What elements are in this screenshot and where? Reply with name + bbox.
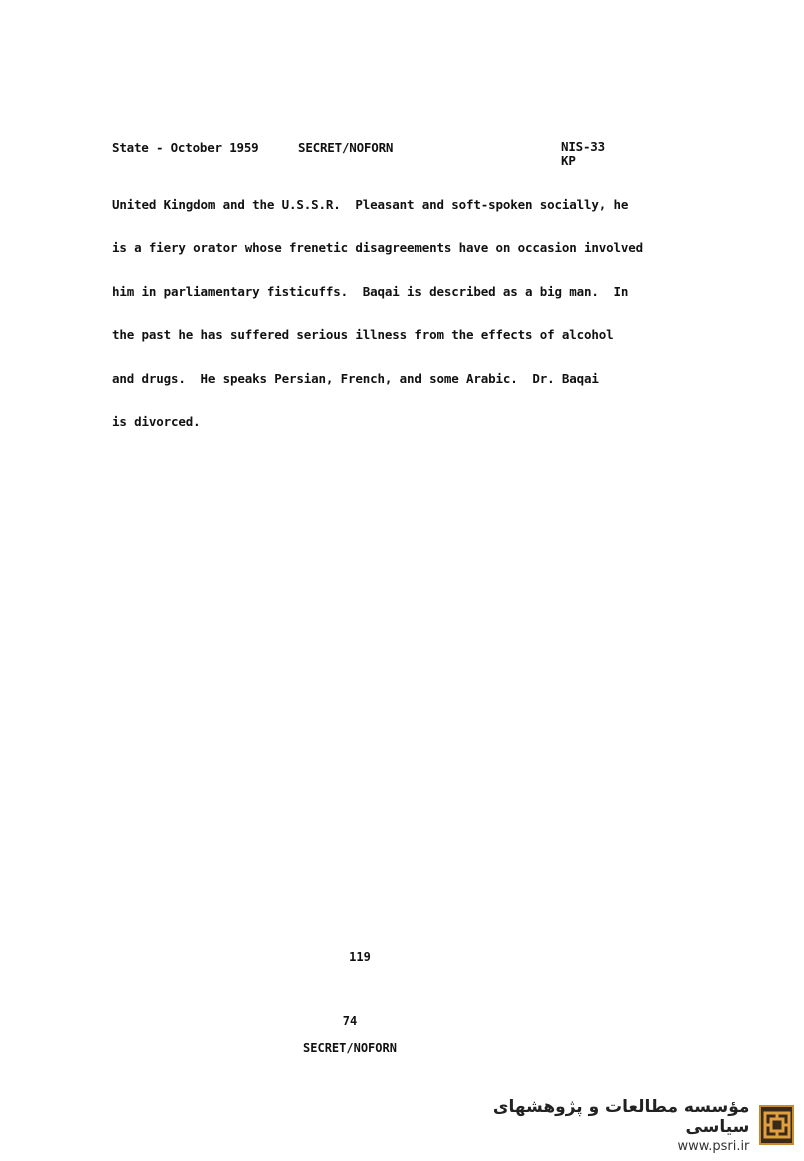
- series-sub: KP: [561, 153, 576, 168]
- body-line: and drugs. He speaks Persian, French, and some Arabic. Dr. Baqai: [112, 371, 599, 386]
- header-classification: SECRET/NOFORN: [298, 140, 394, 155]
- body-line: is a fiery orator whose frenetic disagreements have on occasion involved: [112, 240, 644, 255]
- watermark-logo: [472, 1096, 794, 1154]
- watermark-org-name: مؤسسه مطالعات و پژوهشهای سیاسی: [492, 1096, 750, 1137]
- header-date: State - October 1959: [112, 140, 259, 155]
- footer-classification: SECRET/NOFORN: [303, 1041, 397, 1055]
- watermark-text: [472, 1097, 749, 1154]
- body-line: the past he has suffered serious illness from the effects of alcohol: [112, 327, 614, 342]
- psri-logo-icon: [759, 1105, 794, 1145]
- body-line: United Kingdom and the U.S.S.R. Pleasant and soft-spoken socially, he: [112, 197, 629, 212]
- body-line: him in parliamentary fisticuffs. Baqai is described as a big man. In: [112, 284, 629, 299]
- header-series: [561, 140, 605, 168]
- series-code: NIS-33: [561, 139, 605, 154]
- body-line: is divorced.: [112, 414, 201, 429]
- document-number: 74: [342, 1014, 358, 1028]
- page-number: 119: [349, 950, 371, 964]
- watermark-url: www.psri.ir: [677, 1138, 750, 1154]
